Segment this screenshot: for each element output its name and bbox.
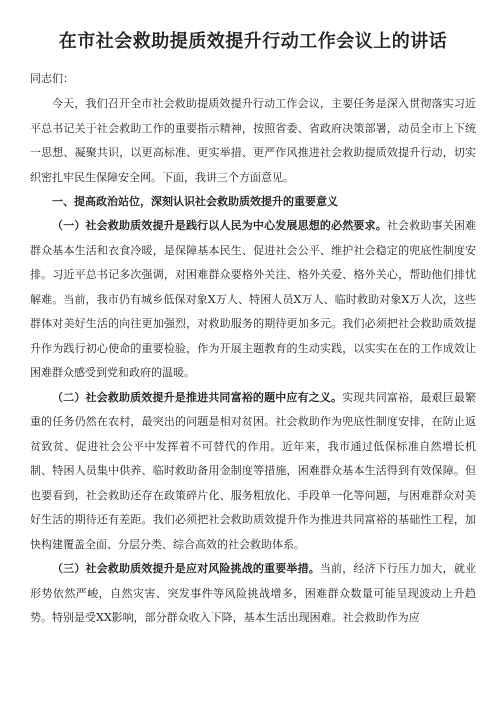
point-paragraph-2 <box>30 386 476 558</box>
point-body-2: 实现共同富裕，最艰巨最繁重的任务仍然在农村，最突出的问题是相对贫困。社会救助作为兜底性制度安排，在防止返贫致贫、促进社会公平中发挥着不可替代的作用。近年来，我市通过低保标准自然增长机制、特困人员集中供养、临时救助备用金制度等措施，困难群众基本生活得到有效保障。但也要看到，社会救助还存在政策碎片化、服务粗放化、手段单一化等问题，与困难群众对美好生活的期待还有差距。我们必须把社会救助质效提升作为推进共同富裕的基础性工程，加快构建覆盖全面、分层分类、综合高效的社会救助体系。 <box>30 390 477 551</box>
point-lead-2: （二）社会救助质效提升是推进共同富裕的题中应有之义。 <box>52 390 343 404</box>
point-paragraph-3 <box>30 557 476 631</box>
section-heading-1: 一、提高政治站位，深刻认识社会救助质效提升的重要意义 <box>52 195 338 208</box>
document-title: 在市社会救助提质效提升行动工作会议上的讲话 <box>58 31 448 52</box>
point-paragraph-1 <box>30 214 476 386</box>
point-lead-1: （一）社会救助质效提升是践行以人民为中心发展思想的必然要求。 <box>52 219 387 232</box>
point-lead-3: （三）社会救助质效提升是应对风险挑战的重要举措。 <box>52 562 320 575</box>
point-body-1: 社会救助事关困难群众基本生活和衣食冷暖，是保障基本民生、促进社会公平、维护社会稳定的兜底性制度安排。习近平总书记多次强调，对困难群众要格外关注、格外关爱、格外关心，帮助他们排忧解难。当前，我市仍有城乡低保对象X万人、特困人员X万人、临时救助对象X万人次，这些群体对美好生活的向往更加强烈，对救助服务的期待更加多元。我们必须把社会救助质效提升作为践行初心使命的重要检验，作为开展主题教育的生动实践，以实实在在的工作成效让困难群众感受到党和政府的温暖。 <box>30 219 477 379</box>
intro-paragraph: 今天，我们召开全市社会救助提质效提升行动工作会议，主要任务是深入贯彻落实习近平总书记关于社会救助工作的重要指示精神，按照省委、省政府决策部署，动员全市上下统一思想、凝聚共识，以更高标准、更实举措、更严作风推进社会救助提质效提升行动，切实织密扎牢民生保障安全网。下面，我讲三个方面意见。 <box>30 97 476 184</box>
point-body-3: 当前，经济下行压力加大，就业形势依然严峻，自然灾害、突发事件等风险挑战增多，困难群众数量可能呈现波动上升趋势。特别是受XX影响，部分群众收入下降，基本生活出现困难。社会救助作为应 <box>30 562 476 624</box>
salutation: 同志们： <box>30 72 74 85</box>
